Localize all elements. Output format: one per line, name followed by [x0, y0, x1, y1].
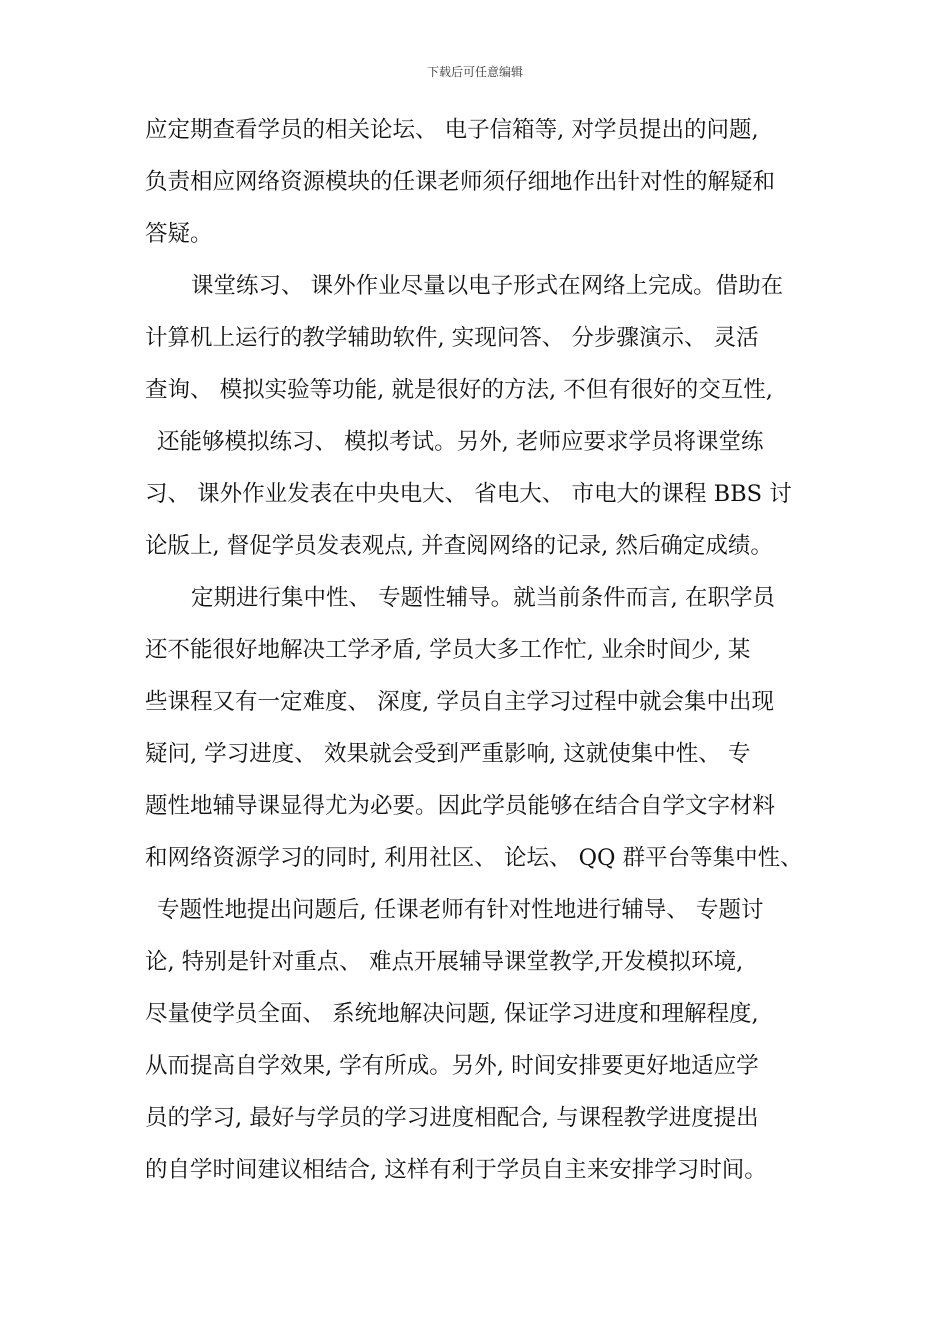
text-line: 和网络资源学习的同时, 利用社区、 论坛、 QQ 群平台等集中性、: [145, 845, 803, 871]
text-line: 疑问, 学习进度、 效果就会受到严重影响, 这就使集中性、 专: [145, 741, 751, 767]
text-line: 的自学时间建议相结合, 这样有利于学员自主来安排学习时间。: [145, 1157, 767, 1183]
text-line: 些课程又有一定难度、 深度, 学员自主学习过程中就会集中出现: [145, 689, 774, 715]
paragraph-start-line: 课堂练习、 课外作业尽量以电子形式在网络上完成。借助在: [191, 273, 784, 299]
page-header: 下载后可任意编辑: [426, 65, 523, 79]
text-line: 还能够模拟练习、 模拟考试。另外, 老师应要求学员将课堂练: [157, 429, 764, 455]
document-body: [145, 104, 825, 1196]
text-line: 员的学习, 最好与学员的学习进度相配合, 与课程教学进度提出: [145, 1105, 759, 1131]
text-line: 答疑。: [145, 221, 213, 247]
text-line: 尽量使学员全面、 系统地解决问题, 保证学习进度和理解程度,: [145, 1001, 759, 1027]
text-line: 计算机上运行的教学辅助软件, 实现问答、 分步骤演示、 灵活: [145, 325, 759, 351]
text-line: 查询、 模拟实验等功能, 就是很好的方法, 不但有很好的交互性,: [145, 377, 773, 403]
text-line: 题性地辅导课显得尤为必要。因此学员能够在结合自学文字材料: [145, 793, 776, 819]
paragraph-start-line: 定期进行集中性、 专题性辅导。就当前条件而言, 在职学员: [191, 585, 775, 611]
text-line: 论版上, 督促学员发表观点, 并查阅网络的记录, 然后确定成绩。: [145, 533, 773, 559]
text-line: 还不能很好地解决工学矛盾, 学员大多工作忙, 业余时间少, 某: [145, 637, 751, 663]
text-line: 负责相应网络资源模块的任课老师须仔细地作出针对性的解疑和: [145, 169, 776, 195]
text-line: 论, 特别是针对重点、 难点开展辅导课堂教学,开发模拟环境,: [145, 949, 744, 975]
text-line: 专题性地提出问题后, 任课老师有针对性地进行辅导、 专题讨: [157, 897, 764, 923]
text-line: 从而提高自学效果, 学有所成。另外, 时间安排要更好地适应学: [145, 1053, 759, 1079]
text-line: 应定期查看学员的相关论坛、 电子信箱等, 对学员提出的问题,: [145, 117, 759, 143]
text-line: 习、 课外作业发表在中央电大、 省电大、 市电大的课程 BBS 讨: [145, 481, 792, 507]
